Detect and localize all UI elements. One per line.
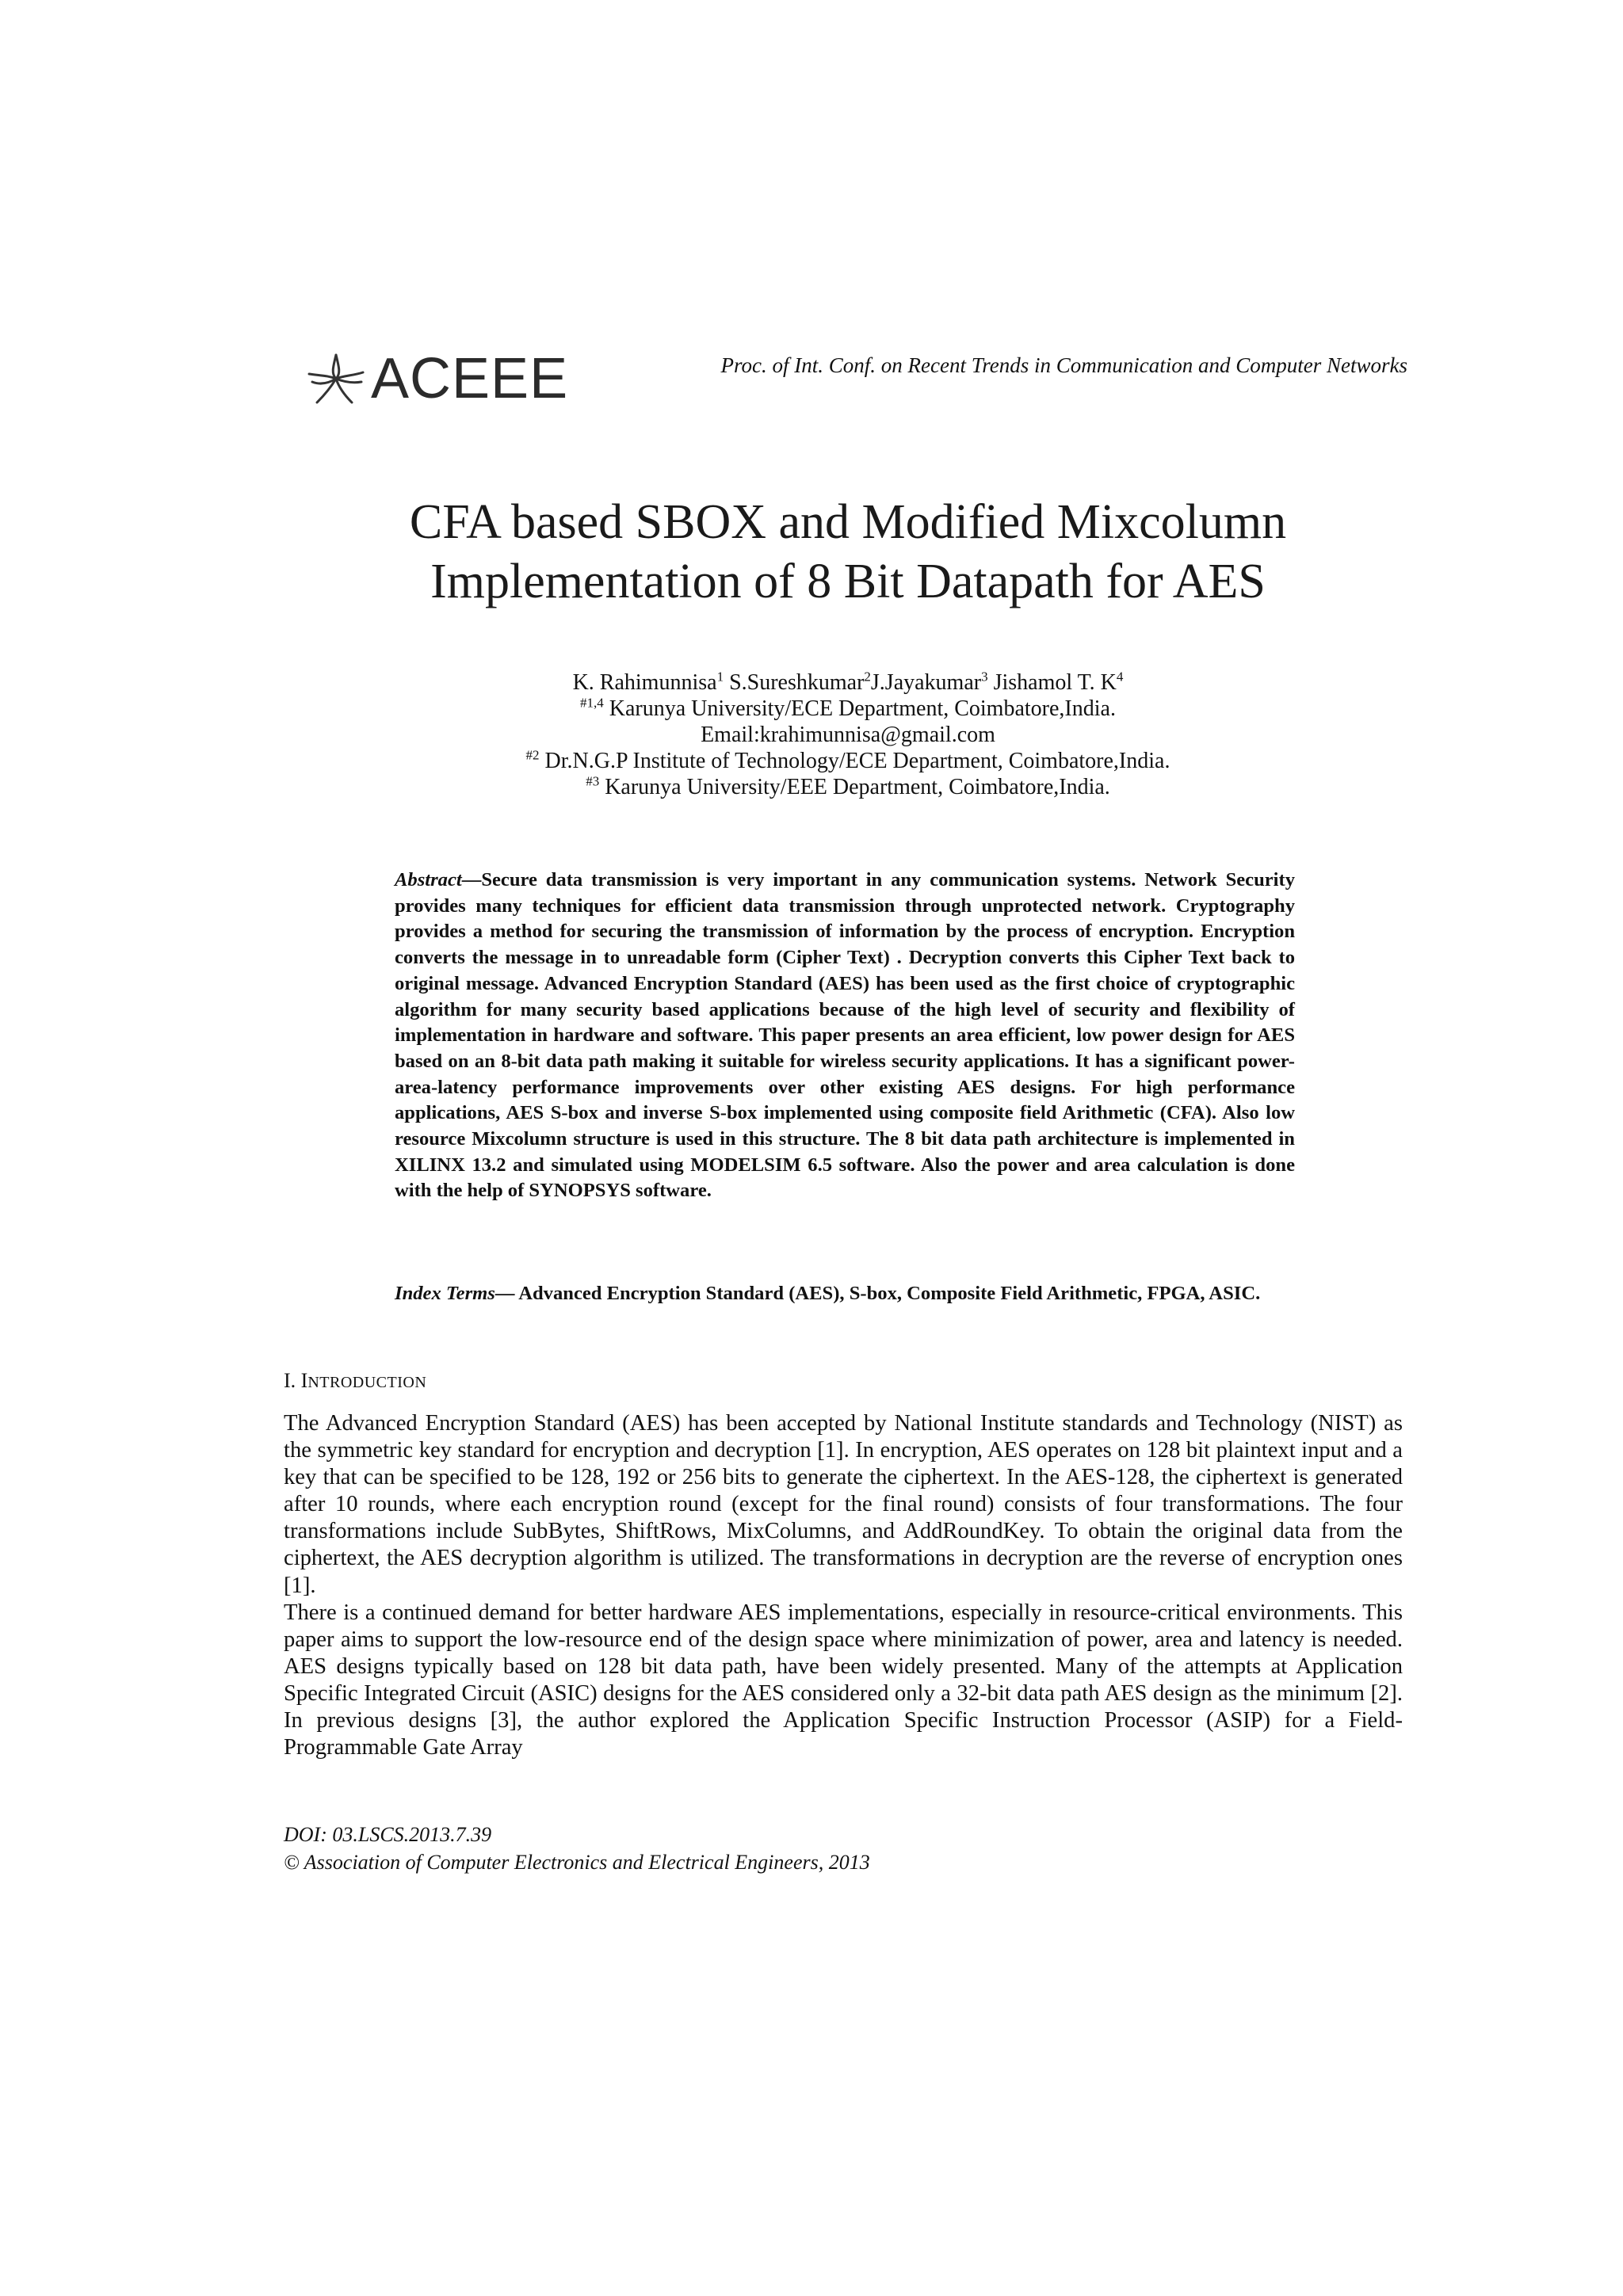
affiliation-3 [238,774,1458,800]
section-heading-introduction [284,1369,426,1393]
index-terms [395,1281,1295,1307]
title-line-2: Implementation of 8 Bit Datapath for AES [430,555,1266,608]
index-terms-label: Index Terms [395,1283,495,1304]
affiliation-marker: #1,4 [580,695,604,711]
paper-title [238,493,1458,612]
author-3-marker: 3 [981,669,988,685]
introduction-body [284,1410,1403,1761]
affiliation-2 [238,748,1458,774]
abstract-label: Abstract [395,869,462,891]
author-2: S.Sureshkumar [724,670,865,695]
author-1-marker: 1 [716,669,724,685]
affiliation-text: Karunya University/ECE Department, Coimbatore,India. [603,696,1116,721]
section-title-rest: NTRODUCTION [307,1374,427,1391]
logo-wordmark: ACEEE [371,347,569,410]
author-3: J.Jayakumar [870,670,982,695]
author-block [238,669,1458,800]
section-number: I. [284,1369,301,1392]
title-line-1: CFA based SBOX and Modified Mixcolumn [409,495,1287,549]
doi-text: DOI: 03.LSCS.2013.7.39 [284,1823,492,1846]
paragraph: There is a continued demand for better hardware AES implementations, especially in resource-critical environments. This paper aims to support the low-resource end of the design space where minimization of power, area and latency is needed. AES designs typically based on 128 bit data path, have been widely presented. Many of the attempts at Application Specific Integrated Circuit (ASIC) designs for the AES considered only a 32-bit data path AES design as the minimum [2]. In previous designs [3], the author explored the Application Specific Instruction Processor (ASIP) for a Field-Programmable Gate Array [284,1600,1403,1760]
author-4: Jishamol T. K [987,670,1117,695]
abstract-text: —Secure data transmission is very important in any communication systems. Network Security provides many techniques for efficient data transmission through unprotected network. Cryptography provides a method for securing the transmission of information by the process of encryption. Encryption converts the message in to unreadable form (Cipher Text) . Decryption converts this Cipher Text back to original message. Advanced Encryption Standard (AES) has been used as the first choice of cryptographic algorithm for many security based applications because of the high level of security and flexibility of implementation in hardware and software. This paper presents an area efficient, low power design for AES based on an 8-bit data path making it suitable for wireless security applications. It has a significant power-area-latency performance improvements over other existing AES designs. For high performance applications, AES S-box and inverse S-box implemented using composite field Arithmetic (CFA). Also low resource Mixcolumn structure is used in this structure. The 8 bit data path architecture is implemented in XILINX 13.2 and simulated using MODELSIM 6.5 software. Also the power and area calculation is done with the help of SYNOPSYS software. [395,869,1295,1202]
abstract [395,868,1295,1204]
paragraph: The Advanced Encryption Standard (AES) has been accepted by National Institute standards and Technology (NIST) as the symmetric key standard for encryption and decryption [1]. In encryption, AES operates on 128 bit plaintext input and a key that can be specified to be 128, 192 or 256 bits to generate the ciphertext. In the AES-128, the ciphertext is generated after 10 rounds, where each encryption round (except for the final round) consists of four transformations. The four transformations include SubBytes, ShiftRows, MixColumns, and AddRoundKey. To obtain the original data from the ciphertext, the AES decryption algorithm is utilized. The transformations in decryption are the reverse of encryption ones [1]. [284,1411,1403,1598]
affiliation-text: Dr.N.G.P Institute of Technology/ECE Department, Coimbatore,India. [539,749,1170,773]
author-4-marker: 4 [1116,669,1124,685]
author-email [238,722,1458,748]
author-1: K. Rahimunnisa [572,670,717,695]
copyright-text: © Association of Computer Electronics and Electrical Engineers, 2013 [284,1851,870,1874]
author-list [238,669,1458,696]
index-terms-text: — Advanced Encryption Standard (AES), S-box, Composite Field Arithmetic, FPGA, ASIC. [495,1283,1261,1304]
affiliation-marker: #3 [586,773,600,789]
email-text: Email:krahimunnisa@gmail.com [701,723,995,747]
affiliation-marker: #2 [525,747,540,763]
section-initial: I [300,1369,308,1392]
star-logo-icon [304,350,368,407]
page-footer [284,1821,870,1876]
proceedings-header: Proc. of Int. Conf. on Recent Trends in Communication and Computer Networks [720,353,1407,377]
author-2-marker: 2 [864,669,871,685]
affiliation-1 [238,696,1458,722]
affiliation-text: Karunya University/EEE Department, Coimbatore,India. [599,775,1110,799]
aceee-logo [304,347,568,410]
